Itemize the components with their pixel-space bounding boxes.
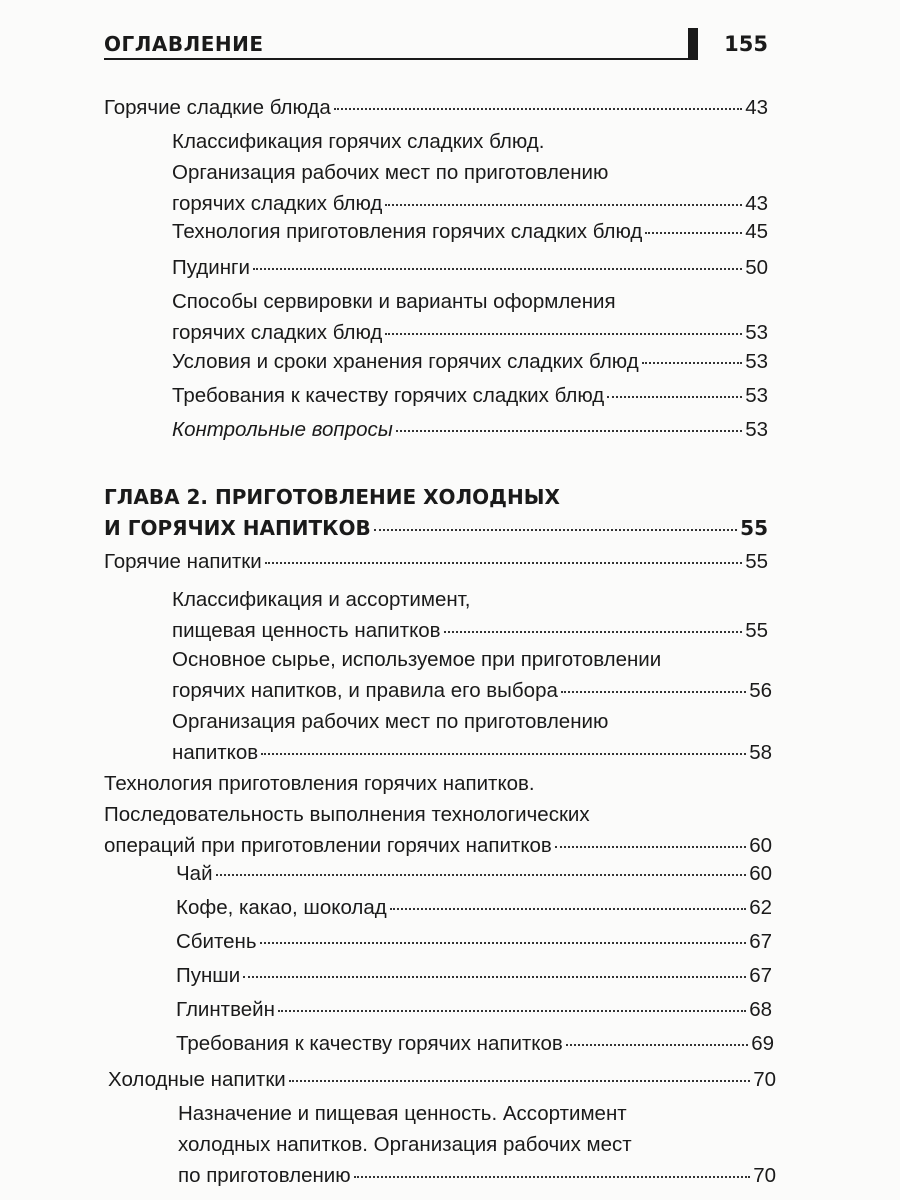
toc-entry-last-line <box>172 414 768 445</box>
toc-entry-title: горячих сладких блюд <box>172 321 383 344</box>
header-rule <box>104 58 692 60</box>
toc-entry <box>178 1098 776 1191</box>
dot-leader <box>289 1080 750 1082</box>
toc-entry <box>172 286 768 348</box>
toc-entry-last-line <box>178 1160 776 1191</box>
toc-entry-last-line <box>172 252 768 283</box>
toc-entry-title: Горячие сладкие блюда <box>104 96 331 119</box>
toc-entry-line: Классификация горячих сладких блюд. <box>172 130 545 153</box>
toc-entry-line: Организация рабочих мест по приготовлению <box>172 710 609 733</box>
dot-leader <box>385 333 742 335</box>
toc-entry-page: 50 <box>745 256 768 279</box>
toc-entry-title: Условия и сроки хранения горячих сладких блюд <box>172 350 639 373</box>
toc-entry-page: 56 <box>749 679 772 702</box>
toc-entry <box>104 768 772 861</box>
toc-entry-last-line <box>172 346 768 377</box>
toc-entry-title: Требования к качеству горячих сладких блюд <box>172 384 605 407</box>
toc-entry-page: 43 <box>745 192 768 215</box>
toc-entry-title: напитков <box>172 741 259 764</box>
toc-entry-page: 67 <box>749 930 772 953</box>
toc-entry-line: Последовательность выполнения технологических <box>104 803 590 826</box>
toc-entry <box>172 380 768 411</box>
toc-entry <box>172 644 772 706</box>
toc-entry-last-line <box>172 615 768 646</box>
toc-entry-title: Пудинги <box>172 256 250 279</box>
toc-entry-last-line <box>172 675 772 706</box>
toc-entry-page: 55 <box>745 619 768 642</box>
toc-entry <box>172 252 768 283</box>
toc-entry-last-line <box>176 926 772 957</box>
running-header <box>104 28 768 62</box>
toc-entry-title: Сбитень <box>176 930 257 953</box>
toc-entry-line: Технология приготовления горячих напитков. <box>104 772 535 795</box>
dot-leader <box>645 232 742 234</box>
toc-entry <box>176 892 772 923</box>
toc-entry-page: 55 <box>745 550 768 573</box>
page-number: 155 <box>724 32 768 56</box>
toc-entry <box>176 926 772 957</box>
toc-entry <box>172 584 768 646</box>
dot-leader <box>607 396 742 398</box>
dot-leader <box>216 874 747 876</box>
toc-entry-line: холодных напитков. Организация рабочих мест <box>178 1133 632 1156</box>
toc-entry <box>104 546 768 577</box>
toc-entry-last-line <box>104 546 768 577</box>
toc-entry-last-line <box>172 317 768 348</box>
dot-leader <box>243 976 746 978</box>
toc-entry-title: операций при приготовлении горячих напитков <box>104 834 552 857</box>
header-bar <box>688 28 698 60</box>
toc-entry-last-line <box>104 513 768 544</box>
dot-leader <box>278 1010 746 1012</box>
toc-entry-page: 60 <box>749 862 772 885</box>
toc-entry-last-line <box>172 737 772 768</box>
dot-leader <box>261 753 746 755</box>
toc-entry <box>172 216 768 247</box>
toc-entry-page: 70 <box>753 1164 776 1187</box>
toc-entry-title: горячих напитков, и правила его выбора <box>172 679 558 702</box>
toc-entry-page: 62 <box>749 896 772 919</box>
toc-entry-last-line <box>176 1028 774 1059</box>
toc-entry-line: Классификация и ассортимент, <box>172 588 471 611</box>
toc-entry-title: Контрольные вопросы <box>172 418 393 441</box>
dot-leader <box>385 204 742 206</box>
toc-entry-line: Основное сырье, используемое при приготовлении <box>172 648 662 671</box>
toc-entry-title: Глинтвейн <box>176 998 275 1021</box>
toc-entry-page: 69 <box>751 1032 774 1055</box>
toc-entry <box>176 858 772 889</box>
toc-chapter-entry <box>104 482 768 544</box>
toc-entry-page: 45 <box>745 220 768 243</box>
toc-entry <box>172 706 772 768</box>
toc-entry-title: Технология приготовления горячих сладких блюд <box>172 220 643 243</box>
toc-entry-title: горячих сладких блюд <box>172 192 383 215</box>
toc-entry-page: 53 <box>745 384 768 407</box>
dot-leader <box>396 430 742 432</box>
toc-entry-page: 70 <box>753 1068 776 1091</box>
toc-entry <box>172 414 768 445</box>
running-header-title: ОГЛАВЛЕНИЕ <box>104 32 264 56</box>
toc-entry-title: Горячие напитки <box>104 550 262 573</box>
toc-entry-page: 58 <box>749 741 772 764</box>
toc-entry-page: 60 <box>749 834 772 857</box>
dot-leader <box>334 108 742 110</box>
toc-entry-line: Способы сервировки и варианты оформления <box>172 290 616 313</box>
dot-leader <box>642 362 743 364</box>
toc-entry-title: по приготовлению <box>178 1164 351 1187</box>
toc-entry-page: 53 <box>745 350 768 373</box>
toc-entry <box>104 92 768 123</box>
toc-entry-last-line <box>104 92 768 123</box>
dot-leader <box>444 631 743 633</box>
dot-leader <box>265 562 742 564</box>
toc-entry-last-line <box>172 380 768 411</box>
toc-entry-page: 68 <box>749 998 772 1021</box>
toc-entry-last-line <box>104 830 772 861</box>
toc-entry-title: Пунши <box>176 964 241 987</box>
toc-entry-page: 43 <box>745 96 768 119</box>
toc-entry <box>176 960 772 991</box>
toc-entry <box>108 1064 776 1095</box>
dot-leader <box>354 1176 751 1178</box>
toc-entry-title: И ГОРЯЧИХ НАПИТКОВ <box>104 516 371 540</box>
dot-leader <box>561 691 746 693</box>
toc-entry-line: ГЛАВА 2. ПРИГОТОВЛЕНИЕ ХОЛОДНЫХ <box>104 485 560 509</box>
toc-entry-last-line <box>172 188 768 219</box>
dot-leader <box>390 908 746 910</box>
toc-entry-page: 53 <box>745 321 768 344</box>
toc-entry-title: Кофе, какао, шоколад <box>176 896 387 919</box>
dot-leader <box>555 846 746 848</box>
toc-entry-last-line <box>176 960 772 991</box>
toc-entry-last-line <box>108 1064 776 1095</box>
toc-entry <box>172 346 768 377</box>
toc-entry-title: пищевая ценность напитков <box>172 619 441 642</box>
toc-entry-last-line <box>176 892 772 923</box>
dot-leader <box>374 529 737 531</box>
toc-entry-title: Чай <box>176 862 213 885</box>
dot-leader <box>260 942 747 944</box>
toc-entry-line: Организация рабочих мест по приготовлению <box>172 161 609 184</box>
toc-entry-last-line <box>176 858 772 889</box>
toc-entry-page: 67 <box>749 964 772 987</box>
toc-entry-title: Требования к качеству горячих напитков <box>176 1032 563 1055</box>
toc-entry <box>172 126 768 219</box>
toc-entry-page: 53 <box>745 418 768 441</box>
toc-entry-page: 55 <box>740 516 768 540</box>
toc-entry-line: Назначение и пищевая ценность. Ассортимент <box>178 1102 627 1125</box>
toc-entry <box>176 994 772 1025</box>
toc-entry-last-line <box>172 216 768 247</box>
toc-entry-title: Холодные напитки <box>108 1068 286 1091</box>
toc-entry <box>176 1028 774 1059</box>
dot-leader <box>253 268 742 270</box>
toc-entry-last-line <box>176 994 772 1025</box>
dot-leader <box>566 1044 748 1046</box>
